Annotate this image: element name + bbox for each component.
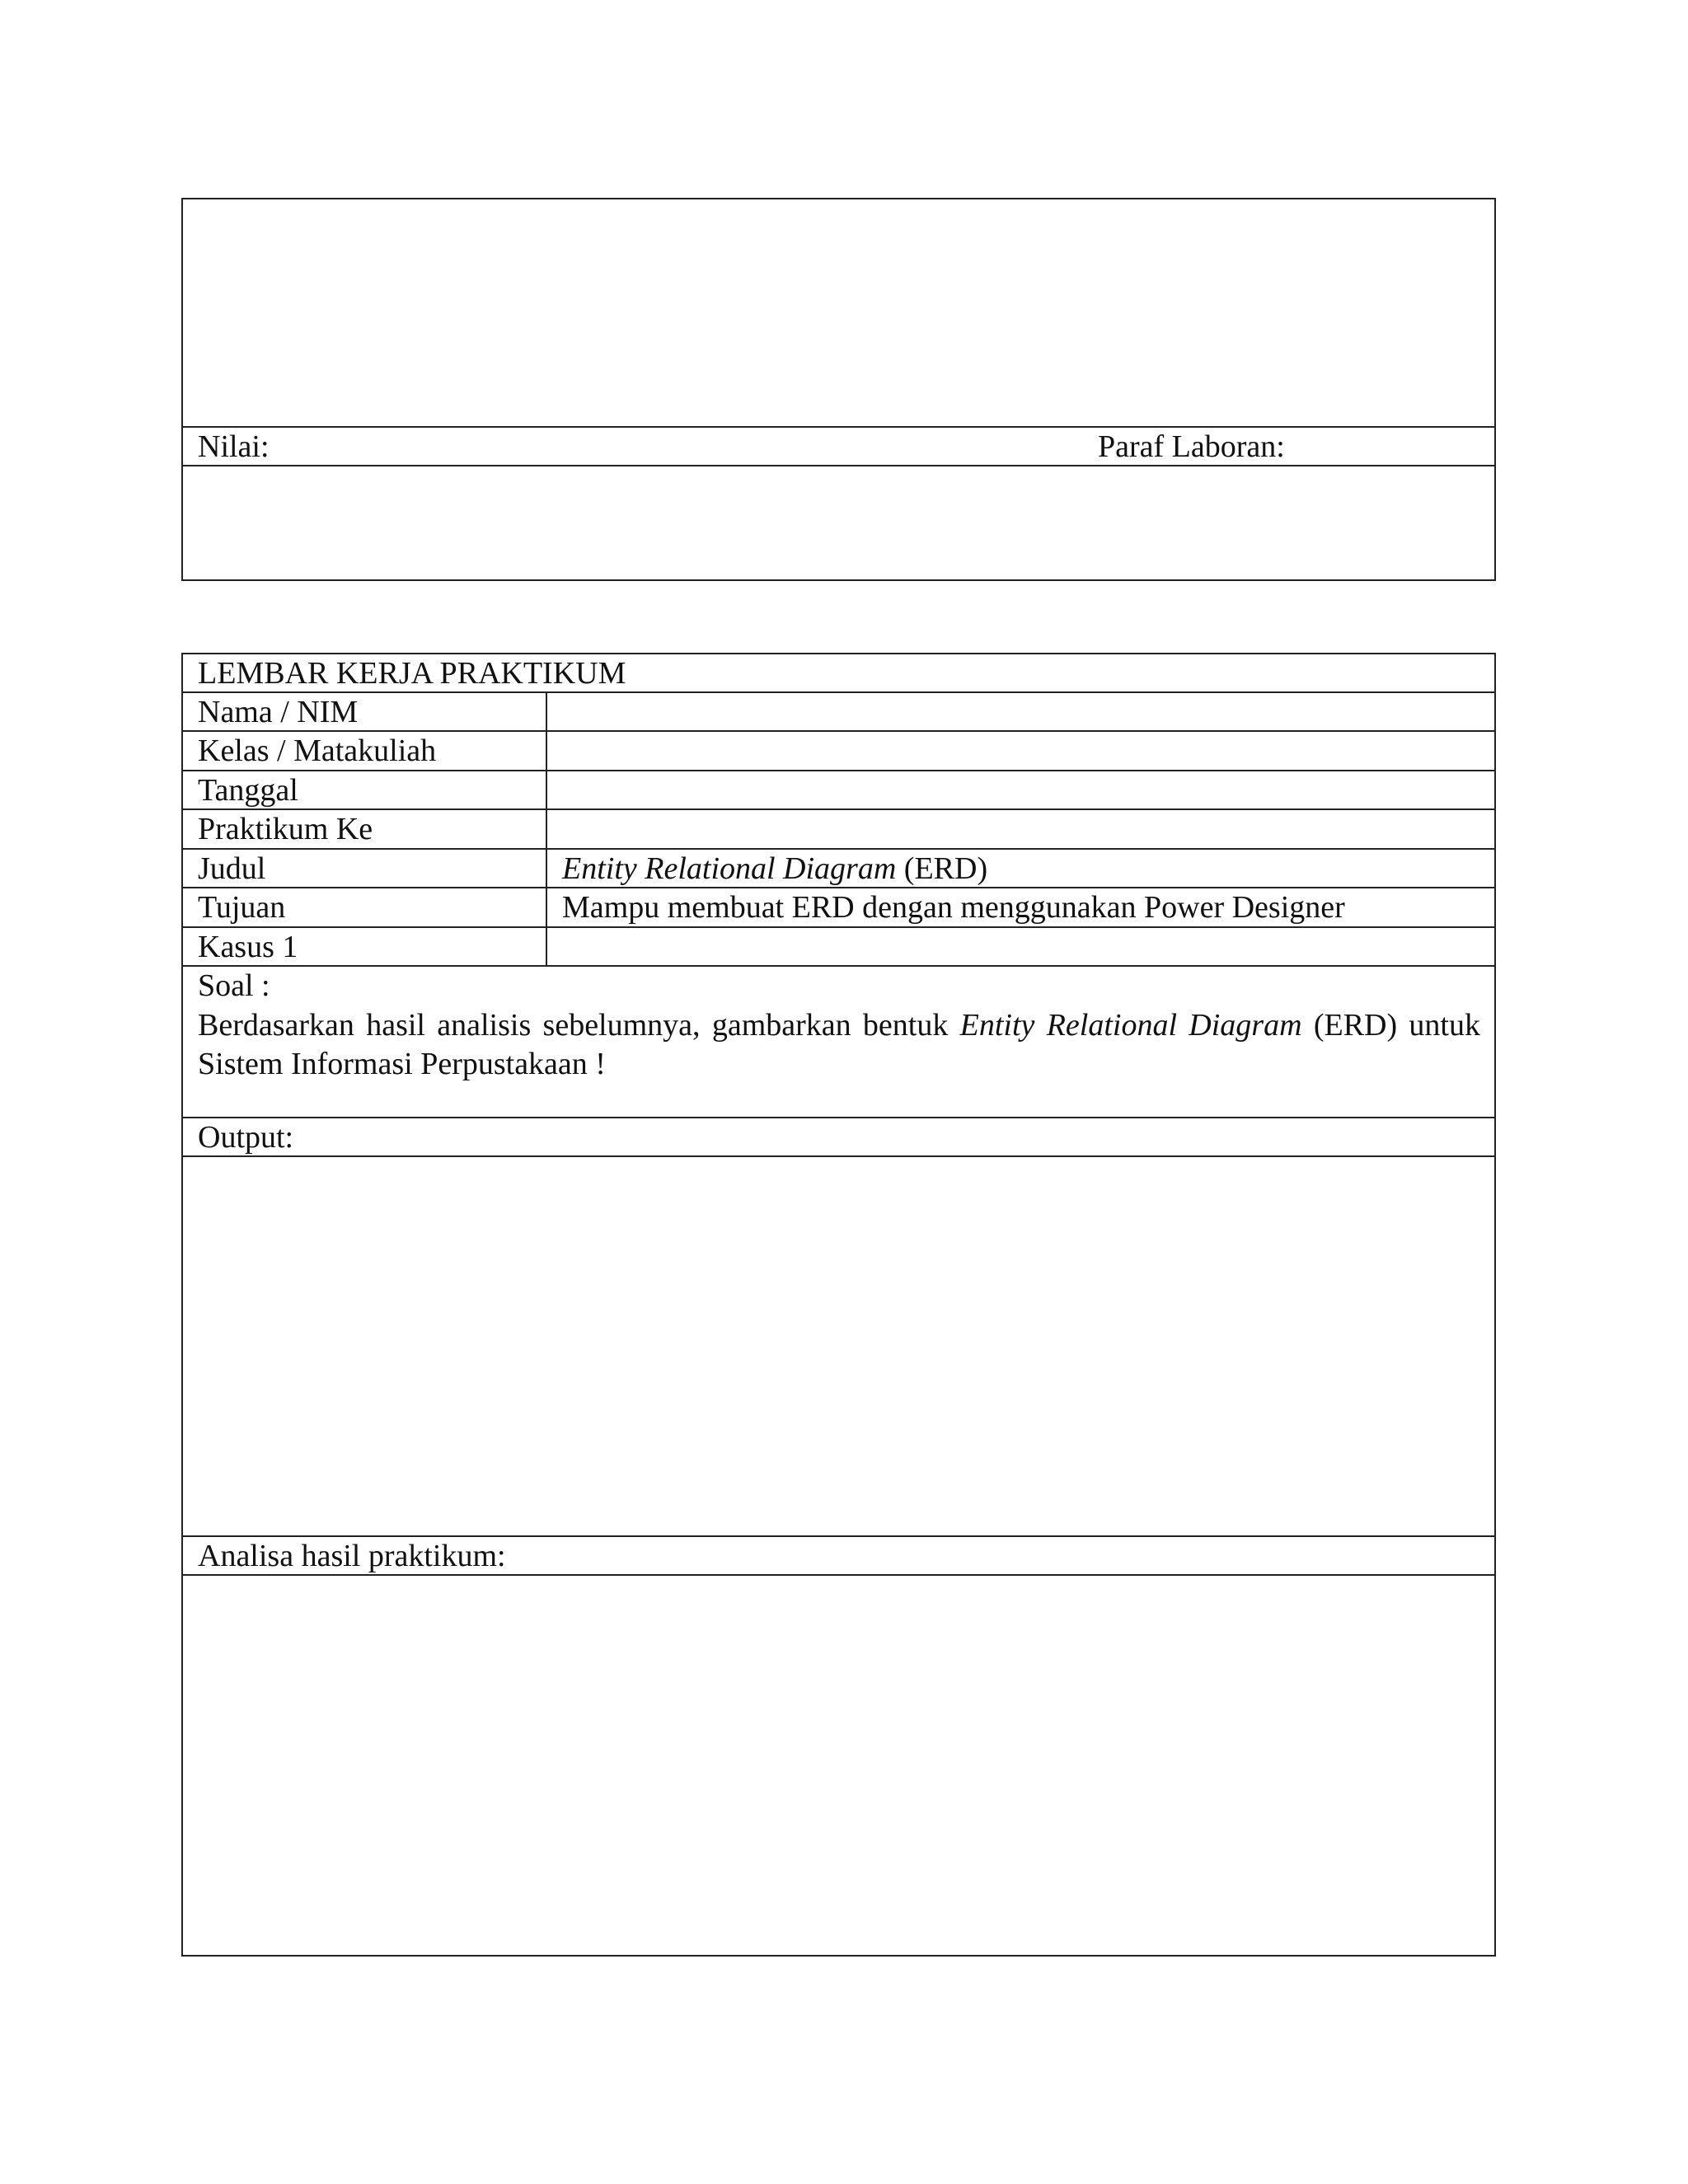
row-label-judul: Judul <box>198 851 266 886</box>
row-line <box>181 770 1496 771</box>
row-label-tanggal: Tanggal <box>198 773 298 808</box>
row-line <box>181 926 1496 928</box>
row-line <box>181 808 1496 810</box>
output-label: Output: <box>198 1120 294 1155</box>
row-label-kasus-1: Kasus 1 <box>198 930 298 964</box>
row-label-kelas-matakuliah: Kelas / Matakuliah <box>198 733 437 768</box>
row-line <box>181 1574 1496 1576</box>
row-line <box>181 730 1496 732</box>
score-divider-bottom <box>181 465 1496 466</box>
row-line <box>181 848 1496 850</box>
score-divider-top <box>181 426 1496 428</box>
soal-label: Soal : <box>198 968 270 1003</box>
soal-text-part-1: Berdasarkan hasil analisis sebelumnya, gambarkan bentuk <box>198 1008 960 1043</box>
row-line <box>181 1117 1496 1118</box>
column-divider <box>546 691 547 965</box>
row-label-nama-nim: Nama / NIM <box>198 695 359 729</box>
paraf-laboran-label: Paraf Laboran: <box>1098 429 1285 464</box>
row-label-praktikum-ke: Praktikum Ke <box>198 812 373 846</box>
row-line <box>181 691 1496 693</box>
row-line <box>181 1155 1496 1157</box>
row-value-tujuan: Mampu membuat ERD dengan menggunakan Power Designer <box>562 890 1345 925</box>
row-label-tujuan: Tujuan <box>198 890 286 925</box>
judul-italic-title: Entity Relational Diagram <box>562 851 897 886</box>
soal-text-part-2: (ERD) untuk Sistem Informasi Perpustakaan ! <box>198 1008 1480 1081</box>
row-value-judul <box>562 851 987 887</box>
score-box <box>181 198 1496 581</box>
soal-text-italic: Entity Relational Diagram <box>959 1008 1302 1043</box>
judul-abbrev: (ERD) <box>896 851 988 886</box>
nilai-label: Nilai: <box>198 429 270 464</box>
row-line <box>181 1535 1496 1537</box>
soal-text <box>198 1006 1480 1084</box>
row-line <box>181 887 1496 888</box>
worksheet-header: LEMBAR KERJA PRAKTIKUM <box>198 656 626 691</box>
row-line <box>181 965 1496 967</box>
analisa-label: Analisa hasil praktikum: <box>198 1539 506 1573</box>
